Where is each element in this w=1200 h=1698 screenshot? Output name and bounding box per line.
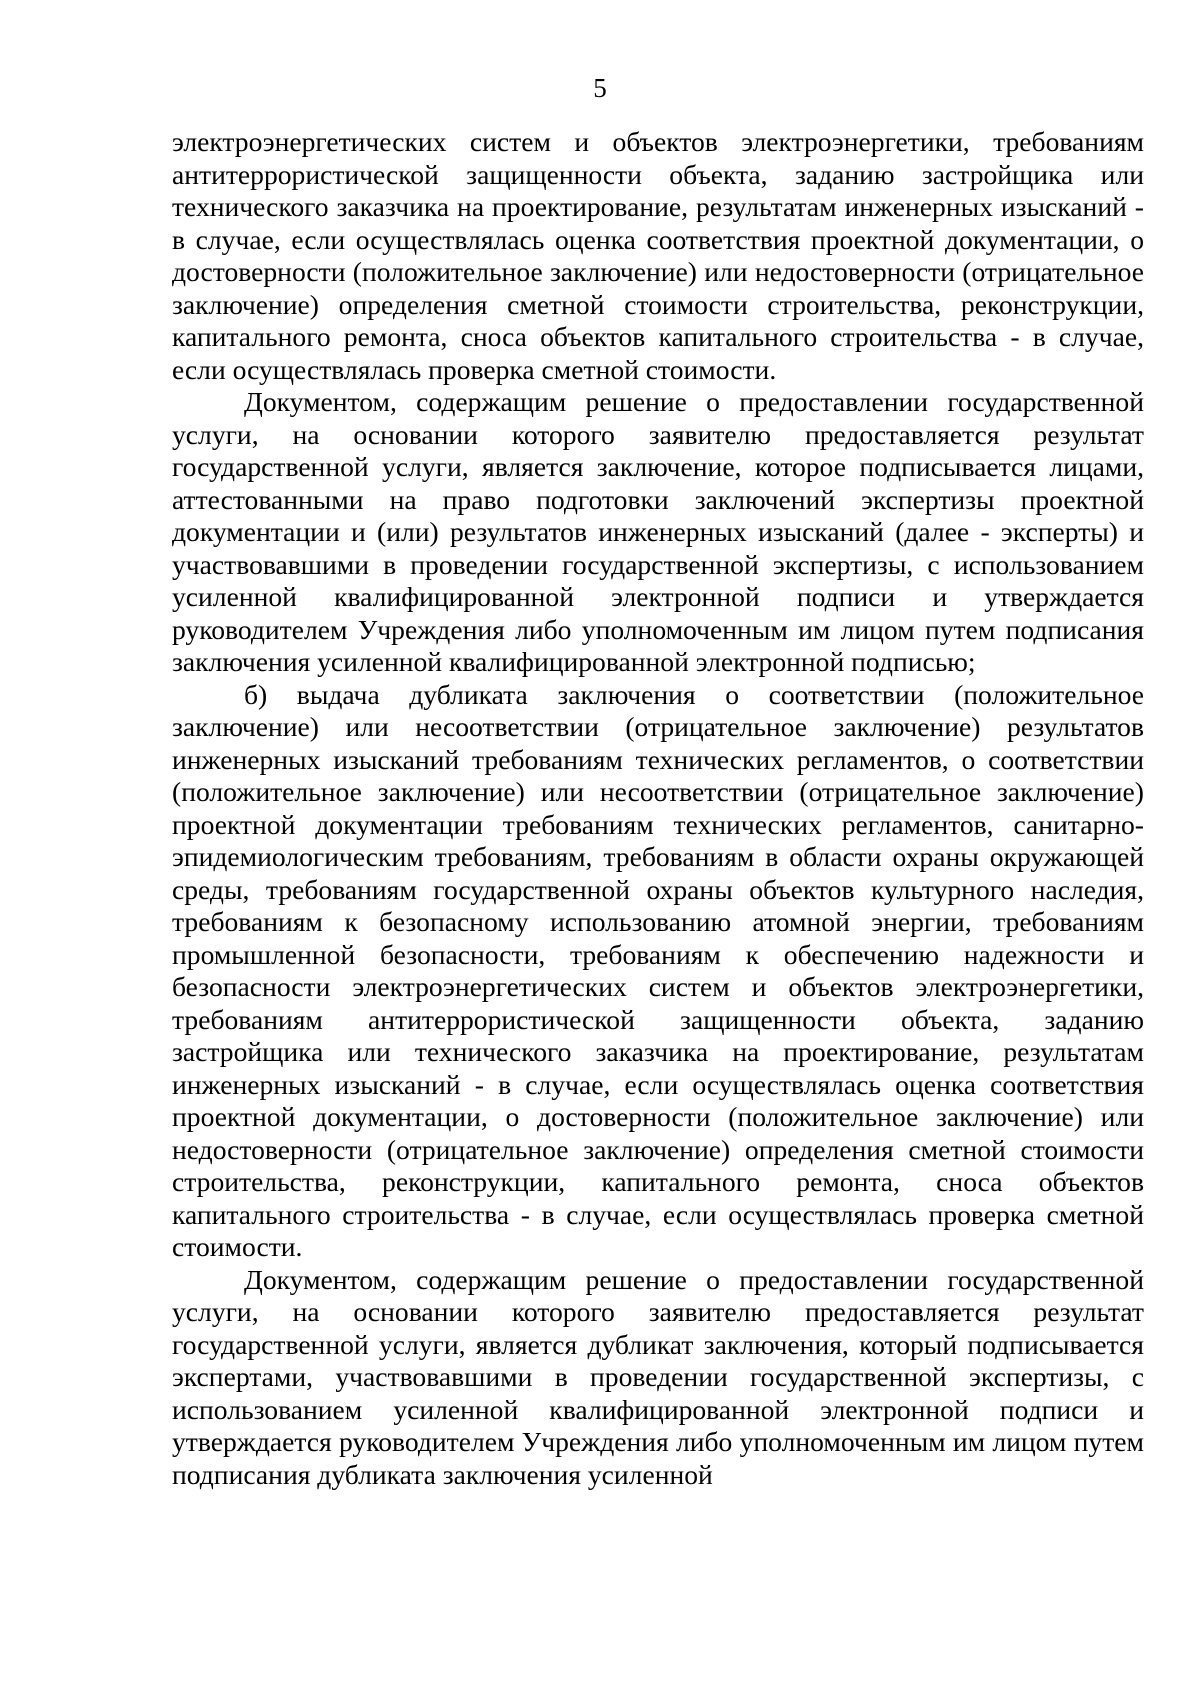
page-number: 5 bbox=[593, 73, 607, 103]
paragraph-decision-document: Документом, содержащим решение о предоставлении государственной услуги, на основании которого заявителю предоставляется результат государственной услуги, является заключение, которое подписывается лицами, аттестованными на право подготовки заключений экспертизы проектной документации и (или) результатов инженерных изысканий (далее - эксперты) и участвовавшими в проведении государственной экспертизы, с использованием усиленной квалифицированной электронной подписи и утверждается руководителем Учреждения либо уполномоченным им лицом путем подписания заключения усиленной квалифицированной электронной подписью; bbox=[172, 386, 1144, 677]
document-body bbox=[172, 126, 1144, 1491]
paragraph-duplicate-decision-document: Документом, содержащим решение о предоставлении государственной услуги, на основании которого заявителю предоставляется результат государственной услуги, является дубликат заключения, который подписывается экспертами, участвовавшими в проведении государственной экспертизы, с использованием усиленной квалифицированной электронной подписи и утверждается руководителем Учреждения либо уполномоченным им лицом путем подписания дубликата заключения усиленной bbox=[172, 1263, 1144, 1490]
paragraph-duplicate-issuance: б) выдача дубликата заключения о соответствии (положительное заключение) или несоответствии (отрицательное заключение) результатов инженерных изысканий требованиям технических регламентов, о соответствии (положительное заключение) или несоответствии (отрицательное заключение) проектной документации требованиям технических регламентов, санитарно-эпидемиологическим требованиям, требованиям в области охраны окружающей среды, требованиям государственной охраны объектов культурного наследия, требованиям к безопасному использованию атомной энергии, требованиям промышленной безопасности, требованиям к обеспечению надежности и безопасности электроэнергетических систем и объектов электроэнергетики, требованиям антитеррористической защищенности объекта, заданию застройщика или технического заказчика на проектирование, результатам инженерных изысканий - в случае, если осуществлялась оценка соответствия проектной документации, о достоверности (положительное заключение) или недостоверности (отрицательное заключение) определения сметной стоимости строительства, реконструкции, капитального ремонта, сноса объектов капитального строительства - в случае, если осуществлялась проверка сметной стоимости. bbox=[172, 678, 1144, 1262]
paragraph-continuation: электроэнергетических систем и объектов электроэнергетики, требованиям антитеррористической защищенности объекта, заданию застройщика или технического заказчика на проектирование, результатам инженерных изысканий - в случае, если осуществлялась оценка соответствия проектной документации, о достоверности (положительное заключение) или недостоверности (отрицательное заключение) определения сметной стоимости строительства, реконструкции, капитального ремонта, сноса объектов капитального строительства - в случае, если осуществлялась проверка сметной стоимости. bbox=[172, 126, 1144, 385]
